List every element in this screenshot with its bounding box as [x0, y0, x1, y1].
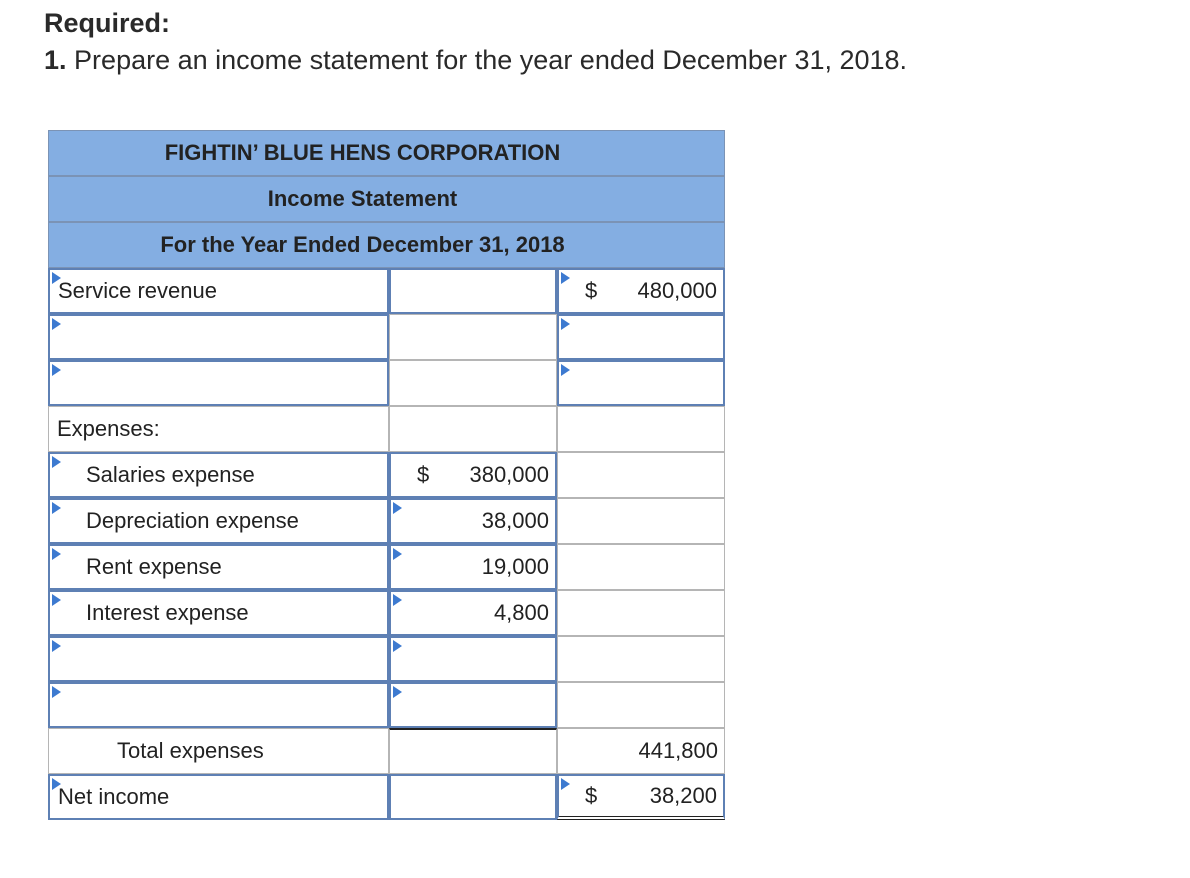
empty-cell: [557, 406, 725, 452]
dropdown-marker-icon: [52, 318, 61, 330]
blank-amount-input[interactable]: [557, 314, 725, 360]
dropdown-marker-icon: [393, 640, 402, 652]
expenses-label: Expenses:: [48, 406, 389, 452]
expense-row-blank: [48, 636, 725, 682]
expense-amount-input[interactable]: 4,800: [389, 590, 557, 636]
dropdown-marker-icon: [52, 502, 61, 514]
instruction-number: 1.: [44, 45, 67, 75]
empty-cell: [557, 544, 725, 590]
statement-title: Income Statement: [48, 176, 725, 222]
net-income-label-input[interactable]: Net income: [48, 774, 389, 820]
company-name: FIGHTIN’ BLUE HENS CORPORATION: [48, 130, 725, 176]
row-blank-1: [48, 314, 725, 360]
expense-row: [48, 544, 725, 590]
expense-amount-input[interactable]: 19,000: [389, 544, 557, 590]
expense-row-blank: [48, 682, 725, 728]
expense-row: [48, 452, 725, 498]
expense-amount-input[interactable]: $ 380,000: [389, 452, 557, 498]
instruction-text: Prepare an income statement for the year ended December 31, 2018.: [74, 45, 908, 75]
blank-label-input[interactable]: [48, 314, 389, 360]
blank-mid-cell: [389, 314, 557, 360]
empty-cell: [557, 636, 725, 682]
statement-period: For the Year Ended December 31, 2018: [48, 222, 725, 268]
row-total-expenses: [48, 728, 725, 774]
empty-cell: [557, 498, 725, 544]
dropdown-marker-icon: [52, 778, 61, 790]
dropdown-marker-icon: [52, 686, 61, 698]
dropdown-marker-icon: [52, 272, 61, 284]
instruction-line: [44, 45, 907, 76]
expense-label-input[interactable]: [48, 682, 389, 728]
expense-amount-input[interactable]: [389, 636, 557, 682]
expense-row: [48, 498, 725, 544]
total-expenses-label: Total expenses: [48, 728, 389, 774]
dropdown-marker-icon: [393, 686, 402, 698]
blank-label-input[interactable]: [48, 360, 389, 406]
blank-amount-input[interactable]: [557, 360, 725, 406]
row-service-revenue: [48, 268, 725, 314]
net-income-amount-input[interactable]: $ 38,200: [557, 774, 725, 820]
row-blank-2: [48, 360, 725, 406]
expense-amount-input[interactable]: 38,000: [389, 498, 557, 544]
dropdown-marker-icon: [393, 502, 402, 514]
dropdown-marker-icon: [52, 594, 61, 606]
empty-cell: [389, 406, 557, 452]
income-statement-table: [48, 130, 725, 822]
dropdown-marker-icon: [393, 594, 402, 606]
empty-cell: [557, 682, 725, 728]
service-revenue-amount-input[interactable]: $ 480,000: [557, 268, 725, 314]
dropdown-marker-icon: [52, 456, 61, 468]
empty-cell: [389, 728, 557, 774]
dropdown-marker-icon: [393, 548, 402, 560]
dropdown-marker-icon: [52, 548, 61, 560]
service-revenue-label-input[interactable]: Service revenue: [48, 268, 389, 314]
dropdown-marker-icon: [52, 364, 61, 376]
row-expenses-header: [48, 406, 725, 452]
blank-mid-cell: [389, 360, 557, 406]
expense-row: [48, 590, 725, 636]
expense-label-input[interactable]: Rent expense: [48, 544, 389, 590]
empty-cell: [557, 590, 725, 636]
empty-cell: [557, 452, 725, 498]
expense-amount-input[interactable]: [389, 682, 557, 728]
dropdown-marker-icon: [52, 640, 61, 652]
expense-label-input[interactable]: Interest expense: [48, 590, 389, 636]
dropdown-marker-icon: [561, 778, 570, 790]
expense-label-input[interactable]: [48, 636, 389, 682]
row-net-income: [48, 774, 725, 820]
service-revenue-mid-input[interactable]: [389, 268, 557, 314]
dropdown-marker-icon: [561, 272, 570, 284]
required-heading: Required:: [44, 8, 171, 38]
net-income-mid-input[interactable]: [389, 774, 557, 820]
dropdown-marker-icon: [561, 364, 570, 376]
expense-label-input[interactable]: Depreciation expense: [48, 498, 389, 544]
expense-label-input[interactable]: Salaries expense: [48, 452, 389, 498]
total-expenses-amount: 441,800: [557, 728, 725, 774]
dropdown-marker-icon: [561, 318, 570, 330]
